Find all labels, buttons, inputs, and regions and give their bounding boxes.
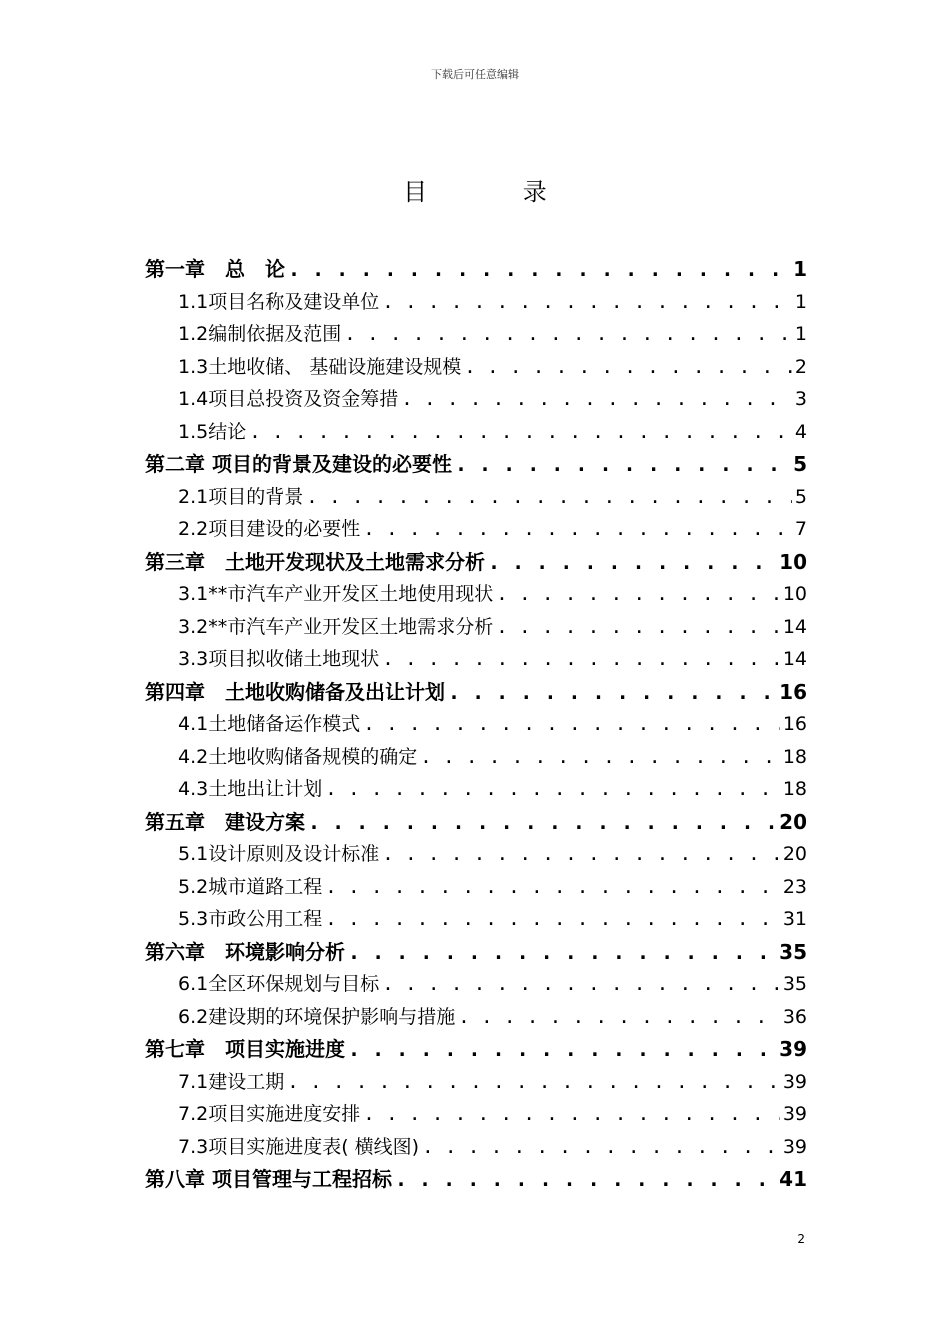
toc-entry-label: 第六章 环境影响分析 bbox=[145, 939, 345, 964]
toc-entry-page: 10 bbox=[779, 549, 807, 574]
toc-section-entry[interactable] bbox=[145, 481, 807, 514]
toc-entry-label: 6.2建设期的环境保护影响与措施 bbox=[178, 1005, 456, 1028]
page-number: 2 bbox=[797, 1232, 805, 1246]
toc-section-entry[interactable] bbox=[145, 741, 807, 774]
toc-dot-leader bbox=[308, 806, 776, 839]
toc-dot-leader bbox=[420, 741, 780, 774]
toc-dot-leader bbox=[288, 253, 790, 286]
toc-entry-page: 39 bbox=[782, 1070, 807, 1093]
toc-section-entry[interactable] bbox=[145, 708, 807, 741]
toc-entry-label: 第五章 建设方案 bbox=[145, 809, 305, 834]
toc-entry-page: 16 bbox=[779, 679, 807, 704]
toc-entry-label: 4.3土地出让计划 bbox=[178, 778, 323, 800]
toc-entry-page: 23 bbox=[782, 875, 807, 898]
toc-entry-page: 35 bbox=[782, 973, 807, 995]
toc-entry-page: 20 bbox=[779, 809, 807, 834]
toc-section-entry[interactable] bbox=[145, 871, 807, 904]
toc-entry-label: 第一章 总 论 bbox=[145, 257, 285, 281]
toc-entry-label: 7.1建设工期 bbox=[178, 1070, 285, 1093]
toc-entry-label: 7.2项目实施进度安排 bbox=[178, 1103, 361, 1125]
toc-entry-page: 35 bbox=[779, 939, 807, 964]
toc-dot-leader bbox=[488, 546, 776, 579]
toc-entry-label: 2.1项目的背景 bbox=[178, 485, 304, 508]
toc-entry-page: 2 bbox=[794, 355, 807, 378]
toc-dot-leader bbox=[325, 871, 780, 904]
toc-entry-label: 3.3项目拟收储土地现状 bbox=[178, 648, 380, 670]
toc-dot-leader bbox=[348, 936, 776, 969]
toc-chapter-entry[interactable] bbox=[145, 1163, 807, 1196]
toc-section-entry[interactable] bbox=[145, 968, 807, 1001]
toc-entry-page: 7 bbox=[794, 518, 807, 540]
toc-entry-page: 14 bbox=[782, 648, 807, 670]
toc-entry-label: 第四章 土地收购储备及出让计划 bbox=[145, 679, 445, 704]
toc-dot-leader bbox=[455, 448, 790, 481]
toc-section-entry[interactable] bbox=[145, 1098, 807, 1131]
toc-dot-leader bbox=[363, 1098, 780, 1131]
toc-entry-page: 36 bbox=[782, 1005, 807, 1028]
toc-entry-page: 20 bbox=[782, 843, 807, 865]
toc-dot-leader bbox=[401, 383, 792, 416]
toc-chapter-entry[interactable] bbox=[145, 1033, 807, 1066]
toc-chapter-entry[interactable] bbox=[145, 253, 807, 286]
toc-entry-page: 39 bbox=[779, 1037, 807, 1061]
toc-entry-page: 14 bbox=[782, 615, 807, 638]
toc-section-entry[interactable] bbox=[145, 318, 807, 351]
toc-entry-page: 39 bbox=[782, 1135, 807, 1158]
toc-entry-label: 5.3市政公用工程 bbox=[178, 908, 323, 930]
toc-entry-label: 1.3土地收储、 基础设施建设规模 bbox=[178, 355, 462, 378]
toc-dot-leader bbox=[382, 968, 780, 1001]
toc-dot-leader bbox=[348, 1033, 776, 1066]
toc-entry-label: 1.5结论 bbox=[178, 420, 247, 443]
toc-entry-page: 18 bbox=[782, 778, 807, 800]
toc-entry-page: 5 bbox=[793, 452, 807, 476]
toc-dot-leader bbox=[363, 513, 792, 546]
toc-dot-leader bbox=[496, 578, 780, 611]
toc-dot-leader bbox=[458, 1001, 780, 1034]
toc-entry-label: 5.1设计原则及设计标准 bbox=[178, 843, 380, 865]
toc-entry-label: 第二章 项目的背景及建设的必要性 bbox=[145, 452, 452, 476]
toc-entry-label: 第三章 土地开发现状及土地需求分析 bbox=[145, 549, 485, 574]
page-header-note: 下载后可任意编辑 bbox=[431, 68, 519, 81]
toc-section-entry[interactable] bbox=[145, 773, 807, 806]
toc-entry-page: 1 bbox=[793, 257, 807, 281]
table-of-contents bbox=[145, 253, 807, 1196]
toc-section-entry[interactable] bbox=[145, 578, 807, 611]
toc-dot-leader bbox=[325, 903, 780, 936]
toc-entry-page: 4 bbox=[794, 420, 807, 443]
toc-dot-leader bbox=[344, 318, 792, 351]
toc-dot-leader bbox=[306, 481, 792, 514]
toc-section-entry[interactable] bbox=[145, 513, 807, 546]
toc-section-entry[interactable] bbox=[145, 286, 807, 319]
toc-section-entry[interactable] bbox=[145, 416, 807, 449]
toc-dot-leader bbox=[496, 611, 780, 644]
toc-entry-page: 31 bbox=[782, 908, 807, 930]
toc-section-entry[interactable] bbox=[145, 1066, 807, 1099]
toc-section-entry[interactable] bbox=[145, 643, 807, 676]
toc-dot-leader bbox=[382, 286, 792, 319]
toc-entry-page: 10 bbox=[782, 583, 807, 605]
toc-entry-label: 第八章 项目管理与工程招标 bbox=[145, 1167, 392, 1191]
toc-dot-leader bbox=[287, 1066, 780, 1099]
toc-section-entry[interactable] bbox=[145, 611, 807, 644]
toc-entry-label: 1.4项目总投资及资金筹措 bbox=[178, 388, 399, 410]
toc-entry-page: 18 bbox=[782, 745, 807, 768]
toc-entry-page: 5 bbox=[794, 485, 807, 508]
toc-entry-page: 41 bbox=[779, 1167, 807, 1191]
toc-dot-leader bbox=[464, 351, 792, 384]
toc-title: 目 录 bbox=[403, 178, 591, 206]
toc-dot-leader bbox=[422, 1131, 780, 1164]
toc-entry-label: 1.1项目名称及建设单位 bbox=[178, 290, 380, 313]
toc-section-entry[interactable] bbox=[145, 383, 807, 416]
toc-chapter-entry[interactable] bbox=[145, 936, 807, 969]
toc-entry-label: 1.2编制依据及范围 bbox=[178, 323, 342, 345]
toc-entry-label: 7.3项目实施进度表( 横线图) bbox=[178, 1135, 420, 1158]
toc-section-entry[interactable] bbox=[145, 351, 807, 384]
toc-entry-label: 4.2土地收购储备规模的确定 bbox=[178, 745, 418, 768]
toc-entry-label: 6.1全区环保规划与目标 bbox=[178, 973, 380, 995]
toc-dot-leader bbox=[448, 676, 776, 709]
toc-entry-page: 3 bbox=[794, 388, 807, 410]
toc-chapter-entry[interactable] bbox=[145, 806, 807, 839]
toc-entry-label: 4.1土地储备运作模式 bbox=[178, 713, 361, 735]
toc-dot-leader bbox=[363, 708, 780, 741]
toc-section-entry[interactable] bbox=[145, 838, 807, 871]
toc-entry-label: 第七章 项目实施进度 bbox=[145, 1037, 345, 1061]
toc-entry-page: 16 bbox=[782, 713, 807, 735]
toc-chapter-entry[interactable] bbox=[145, 676, 807, 709]
toc-section-entry[interactable] bbox=[145, 1001, 807, 1034]
toc-chapter-entry[interactable] bbox=[145, 546, 807, 579]
toc-entry-page: 1 bbox=[794, 323, 807, 345]
toc-entry-label: 5.2城市道路工程 bbox=[178, 875, 323, 898]
toc-chapter-entry[interactable] bbox=[145, 448, 807, 481]
toc-section-entry[interactable] bbox=[145, 903, 807, 936]
toc-dot-leader bbox=[382, 838, 780, 871]
toc-dot-leader bbox=[249, 416, 792, 449]
toc-entry-page: 39 bbox=[782, 1103, 807, 1125]
toc-dot-leader bbox=[382, 643, 780, 676]
toc-dot-leader bbox=[395, 1163, 776, 1196]
toc-entry-label: 2.2项目建设的必要性 bbox=[178, 518, 361, 540]
toc-dot-leader bbox=[325, 773, 780, 806]
toc-section-entry[interactable] bbox=[145, 1131, 807, 1164]
toc-entry-label: 3.2**市汽车产业开发区土地需求分析 bbox=[178, 615, 494, 638]
toc-entry-page: 1 bbox=[794, 290, 807, 313]
toc-entry-label: 3.1**市汽车产业开发区土地使用现状 bbox=[178, 583, 494, 605]
